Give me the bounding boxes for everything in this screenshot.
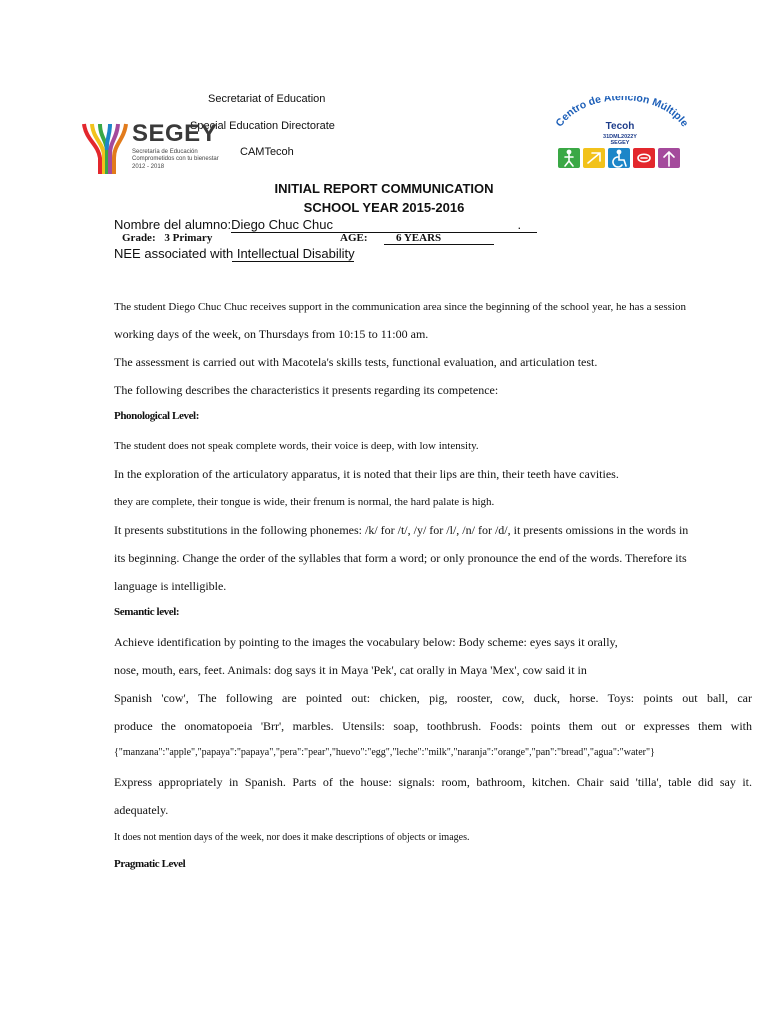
heading-phonological: Phonological Level: <box>114 410 199 422</box>
para-characteristics: The following describes the characteristics it presents regarding its competence: <box>114 383 499 397</box>
para-substitutions-3: language is intelligible. <box>114 579 227 593</box>
age-label: AGE: <box>340 232 368 244</box>
grade-age-row <box>122 232 212 244</box>
para-voice: The student does not speak complete words, their voice is deep, with low intensity. <box>114 440 479 452</box>
age-field <box>340 232 368 244</box>
segey-logo <box>80 118 220 176</box>
para-adequately: adequately. <box>114 803 169 817</box>
school-year-title: SCHOOL YEAR 2015-2016 <box>303 200 465 215</box>
para-days-week: It does not mention days of the week, nor does it make descriptions of objects or images. <box>114 832 470 843</box>
segey-years: 2012 - 2018 <box>132 164 165 170</box>
para-substitutions-2: its beginning. Change the order of the syllables that form a word; or only pronounce the end of the words. Therefore its <box>114 551 687 565</box>
header-camtecoh: CAMTecoh <box>240 146 294 158</box>
cam-tecoh-name: Tecoh <box>605 121 635 132</box>
para-identification: Achieve identification by pointing to the images the vocabulary below: Body scheme: eyes says it orally, <box>114 635 618 649</box>
heading-semantic: Semantic level: <box>114 606 180 618</box>
cam-tecoh-logo <box>548 96 693 172</box>
para-foods: produce the onomatopoeia 'Brr', marbles. Utensils: soap, toothbrush. Foods: points them out or expresses them with <box>114 719 752 733</box>
student-name-label: Nombre del alumno: <box>114 217 232 232</box>
student-name-line <box>114 217 537 233</box>
para-articulatory: In the exploration of the articulatory apparatus, it is noted that their lips are thin, their teeth have cavities. <box>114 467 619 481</box>
grade-label: Grade: <box>122 232 156 244</box>
nee-text: NEE associated with Intellectual Disability <box>114 246 355 261</box>
para-food-vocabulary: {"manzana":"apple","papaya":"papaya","pera":"pear","huevo":"egg","leche":"milk","naranja":"orange","pan":"bread","agua":"water"} <box>114 747 655 758</box>
segey-wordmark: SEGEY <box>132 120 218 147</box>
para-tongue: they are complete, their tongue is wide, their frenum is normal, the hard palate is high. <box>114 496 495 508</box>
grade-value: 3 Primary <box>164 232 213 244</box>
cam-logo-icon <box>548 96 693 172</box>
age-value-field <box>384 232 494 245</box>
para-substitutions-1: It presents substitutions in the following phonemes: /k/ for /t/, /y/ for /l/, /n/ for /d/, it presents omissions in the words in <box>114 523 689 537</box>
cam-code: 31DML2022Y <box>603 134 637 140</box>
age-value: 6 YEARS <box>396 232 442 244</box>
heading-pragmatic: Pragmatic Level <box>114 858 186 870</box>
para-animals: nose, mouth, ears, feet. Animals: dog says it in Maya 'Pek', cat orally in Maya 'Mex', cow said it in <box>114 663 587 677</box>
header-directorate: Special Education Directorate <box>190 120 335 132</box>
cam-arc-text: Centro de Atención Múltiple <box>553 96 691 130</box>
para-support-line1: The student Diego Chuc Chuc receives support in the communication area since the beginning of the school year, he has a session <box>114 301 687 313</box>
segey-tagline: Comprometidos con tu bienestar <box>132 156 219 162</box>
segey-subtitle: Secretaría de Educación <box>132 149 198 155</box>
student-name-value: Diego Chuc Chuc . <box>231 217 537 233</box>
nee-line <box>114 246 355 261</box>
para-house: Express appropriately in Spanish. Parts of the house: signals: room, bathroom, kitchen. Chair said 'tilla', table did say it. <box>114 775 752 789</box>
para-support-line2: working days of the week, on Thursdays from 10:15 to 11:00 am. <box>114 327 429 341</box>
header-secretariat: Secretariat of Education <box>208 93 326 105</box>
cam-org: SEGEY <box>610 140 630 146</box>
para-assessment: The assessment is carried out with Macotela's skills tests, functional evaluation, and articulation test. <box>114 355 598 369</box>
para-toys: Spanish 'cow', The following are pointed out: chicken, pig, rooster, cow, duck, horse. Toys: points out ball, car <box>114 691 752 705</box>
report-title: INITIAL REPORT COMMUNICATION <box>274 181 494 196</box>
nee-underline <box>232 261 354 262</box>
segey-emblem-icon <box>80 118 132 176</box>
